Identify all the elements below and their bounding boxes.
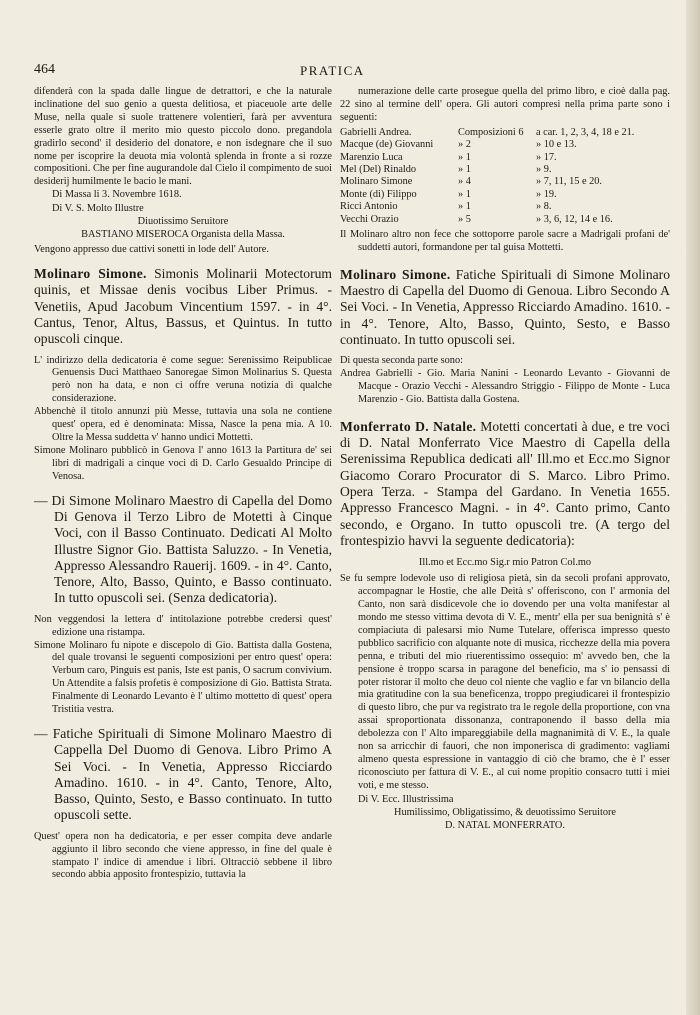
composer-count: » 1 bbox=[458, 201, 471, 213]
composer-pages: » 7, 11, 15 e 20. bbox=[536, 176, 602, 188]
note-gesualdo: Simone Molinaro pubblicò in Genova l' anno 1613 la Partitura de' sei libri di madrigali a cinque voci di D. Carlo Gesualdo Principe di Venosa. bbox=[34, 444, 332, 482]
composer-pages: » 17. bbox=[536, 151, 557, 163]
composer-name: Macque (de) Giovanni bbox=[340, 139, 434, 151]
note-masses: Abbenchè il titolo annunzi più Messe, tuttavia una sola ne contiene quest' opera, ed è denominata: Missa, Nasce la pena mia. A 10. Oltre la Messa suddetta v' hanno undici Mottetti. bbox=[34, 406, 332, 443]
note-madrigals: Il Molinaro altro non fece che sottoporre parole sacre a Madrigali profani de' suddetti autori, formandone per tal guisa Mottetti. bbox=[340, 228, 670, 253]
entry-body: Simonis Molinarii Motectorum quinis, et Missae denis vocibus Liber Primus. - Venetiis, Apud Jacobum Vincentium 1597. - in 4°. Cantus, Tenor, Altus, Bassus, et Quintus. In tutto opuscoli cinque. bbox=[34, 266, 332, 347]
composer-count: Composizioni 6 bbox=[458, 126, 524, 138]
entry-head: Monferrato D. Natale. bbox=[340, 418, 477, 434]
page-edge bbox=[686, 0, 700, 1015]
closing-monferrato: Humilissimo, Obligatissimo, & deuotissimo Seruitore bbox=[394, 806, 616, 818]
page-number: 464 bbox=[34, 62, 55, 77]
composer-row bbox=[340, 139, 634, 151]
entry-body: Motetti concertati à due, e tre voci di D. Natal Monferrato Vice Maestro di Capella della Serenissima Republica dedicati all' Ill.mo et Ecc.mo Signor Giacomo Coraro Procurator di S. Marco. Libro Primo. Opera Terza. - Stampa del Gardano. In Venetia 1655. Appresso Francesco Magni. - in 4°. Canto primo, Canto secondo, e Organo. In tutto opuscoli tre. (A tergo del frontespizio havvi la seguente dedicatoria): bbox=[340, 418, 670, 548]
continuation-text: numerazione delle carte prosegue quella del primo libro, e cioè dalla pag. 22 sino al termine dell' opera. Gli autori compresi nella prima parte sono i seguenti: bbox=[340, 86, 670, 123]
composer-name: Gabrielli Andrea. bbox=[340, 126, 412, 138]
composer-row bbox=[340, 176, 634, 188]
note-no-dedication: Quest' opera non ha dedicatoria, e per esser compita deve andarle aggiunto il libro secondo che viene appresso, in fine del quale è stampato l' indice di amendue i libri. Oltracciò sebbene il libro secondo abbia apposito frontespizio, tuttavia la bbox=[34, 830, 332, 881]
entry-molinaro-1610-primo: — Fatiche Spirituali di Simone Molinaro Maestro di Cappella Del Duomo di Genova. Libro Primo A Sei Voci. - In Venetia, Appresso Ricciardo Amadino. 1610. - in 4°. Canto, Tenore, Alto, Basso, Quinto, Sesto, e Basso continuato. In tutto opuscoli sette. bbox=[34, 725, 332, 823]
left-column bbox=[34, 86, 332, 882]
salutation: Di V. S. Molto Illustre bbox=[52, 203, 144, 215]
closing: Diuotissimo Seruitore bbox=[137, 216, 229, 228]
right-column bbox=[340, 86, 670, 832]
entry-monferrato-1655 bbox=[340, 419, 670, 549]
running-title: PRATICA bbox=[300, 63, 365, 78]
sonnets-note: Vengono appresso due cattivi sonetti in lode dell' Autore. bbox=[34, 244, 269, 256]
composer-pages: » 8. bbox=[536, 201, 552, 213]
composer-count: » 1 bbox=[458, 188, 471, 200]
composer-row bbox=[340, 127, 634, 139]
dedication-text-monferrato: Se fu sempre lodevole uso di religiosa pietà, sin da secoli profani approvato, accompagnar le Hostie, che alle Deità s' offeriscono, con l' armonia del Canto, non sarà disdicevole che io dovendo per una volta manifestar al mondo me stesso vittima devota di V. E., mentr' ella per sua benignità s' è compiaciuta di palesarsi mio Nume Tutelare, offerisca impresso questo pubblico sacrificio con alquante note di musica, ricchezze della mia povera penna, e tributi del mio riuerentissimo ossequio: m' avvedo ben, che la pensione è troppo scarsa in paragone del beneficio, ma s' io pensassi di poter ristorar il molto che deuo col niente che vaglio e far vn bilancio della mia gratitudine con la sua beneficenza, troppo pregiudicarei il frontespizio di questo libro, che pur va registrato tra le regole della proportione, con vna assai sproportionata dissonanza, contraponendo il basso della mia debolezza con l' Alto impareggiabile della magnanimità di V. E., la quale non sa arricchir di fauori, che non imponerisca di gradimento: vagliami almeno questa espressione in vantaggio di ciò che bramo, che è l' esser riconosciuto per fattura di V. E., al cui nome propitio consacro tutti i miei voti, e me stesso. bbox=[340, 573, 670, 791]
composer-pages: » 19. bbox=[536, 188, 557, 200]
composer-row bbox=[340, 189, 634, 201]
composer-row bbox=[340, 152, 634, 164]
composer-row bbox=[340, 201, 634, 213]
composer-count: » 4 bbox=[458, 176, 471, 188]
composer-pages: » 10 e 13. bbox=[536, 139, 577, 151]
note-dedication-address: L' indirizzo della dedicatoria è come segue: Serenissimo Reipublicae Genuensis Duci Matthaeo Sanoregae Simon Molinarius S. Questa però non ha data, e non ci offre veruna notizia di qualche considerazione. bbox=[34, 354, 332, 405]
composer-name: Vecchi Orazio bbox=[340, 213, 399, 225]
salutation-monferrato: Di V. Ecc. Illustrissima bbox=[358, 793, 454, 805]
composer-name: Marenzio Luca bbox=[340, 151, 403, 163]
composer-row bbox=[340, 214, 634, 226]
entry-molinaro-1610-secondo bbox=[340, 267, 670, 348]
composer-pages: » 9. bbox=[536, 163, 552, 175]
composer-pages: a car. 1, 2, 3, 4, 18 e 21. bbox=[536, 126, 635, 138]
entry-molinaro-1597 bbox=[34, 266, 332, 347]
composer-count: » 1 bbox=[458, 163, 471, 175]
dedication-text: difenderà con la spada dalle lingue de detrattori, e che la naturale inclinatione del suo genio a questa delitiosa, et piaceuole arte delle Muse, nella quale si suole trattenere volentieri, farà per avventura esserle grato oltre il merito mio questo piccolo dono. pregandola gradirlo second' il desiderio del donatore, e non isdegnare che il suo nome per iscoprire la deuota mia volontà splenda in fronte a si rozze compositioni. Che per fine augurandole dal Cielo il compimento de suoi desiderij humilmente le bacio le mani. bbox=[34, 86, 332, 188]
place-date: Di Massa li 3. Novembre 1618. bbox=[52, 189, 182, 201]
entry-molinaro-1609: — Di Simone Molinaro Maestro di Capella del Domo Di Genova il Terzo Libro de Motetti à Cinque Voci, con il Basso Continuato. Dedicati Al Molto Illustre Signor Gio. Battista Saluzzo. - In Venetia, Appresso Alessandro Rauerij. 1609. - in 4°. Canto, Tenore, Alto, Basso, Quinto, e Basso continuato. In tutto opuscoli sei. (Senza dedicatoria). bbox=[34, 492, 332, 606]
note-second-part: Di questa seconda parte sono: bbox=[340, 355, 463, 367]
composer-name: Ricci Antonio bbox=[340, 201, 398, 213]
composer-count: » 5 bbox=[458, 213, 471, 225]
composer-name: Molinaro Simone bbox=[340, 176, 413, 188]
signature-monferrato: D. NATAL MONFERRATO. bbox=[445, 819, 565, 831]
entry-body: Fatiche Spirituali di Simone Molinaro Maestro di Capella del Duomo di Genoua. Libro Secondo A Sei Voci. - In Venetia, Appresso Ricciardo Amadino. 1610. - in 4°. Tenore, Alto, Basso, Quinto, Sesto, e Basso continuato. In tutto opuscoli sei. bbox=[340, 266, 670, 347]
entry-head: Molinaro Simone. bbox=[34, 266, 147, 282]
composer-name: Monte (di) Filippo bbox=[340, 188, 417, 200]
composers-table bbox=[340, 127, 634, 226]
composer-pages: » 3, 6, 12, 14 e 16. bbox=[536, 213, 613, 225]
composer-count: » 2 bbox=[458, 139, 471, 151]
composer-count: » 1 bbox=[458, 151, 471, 163]
entry-head: Molinaro Simone. bbox=[340, 266, 451, 282]
note-authors-list: Andrea Gabrielli - Gio. Maria Nanini - Leonardo Levanto - Giovanni de Macque - Orazio Vecchi - Alessandro Striggio - Filippo de Monte - Luca Marenzio - Gio. Battista dalla Gostena. bbox=[340, 368, 670, 405]
note-ristampa: Non veggendosi la lettera d' intitolazione potrebbe credersi quest' edizione una ristampa. bbox=[34, 613, 332, 638]
note-gostena: Simone Molinaro fu nipote e discepolo di Gio. Battista dalla Gostena, del quale trovansi le seguenti composizioni per entro quest' opera: Verbum caro, Pinguis est panis, Iste est panis, O sacrum convivium. Un Attendite a falsis profetis è composizione di Gio. Battista Strata. Finalmente di Leonardo Levanto è l' ultimo mottetto di quest' opera Tristitia vestra. bbox=[34, 639, 332, 716]
composer-row bbox=[340, 164, 634, 176]
dedication-address: Ill.mo et Ecc.mo Sig.r mio Patron Col.mo bbox=[418, 557, 592, 569]
composer-name: Mel (Del) Rinaldo bbox=[340, 163, 417, 175]
signature: BASTIANO MISEROCA Organista della Massa. bbox=[81, 229, 285, 241]
